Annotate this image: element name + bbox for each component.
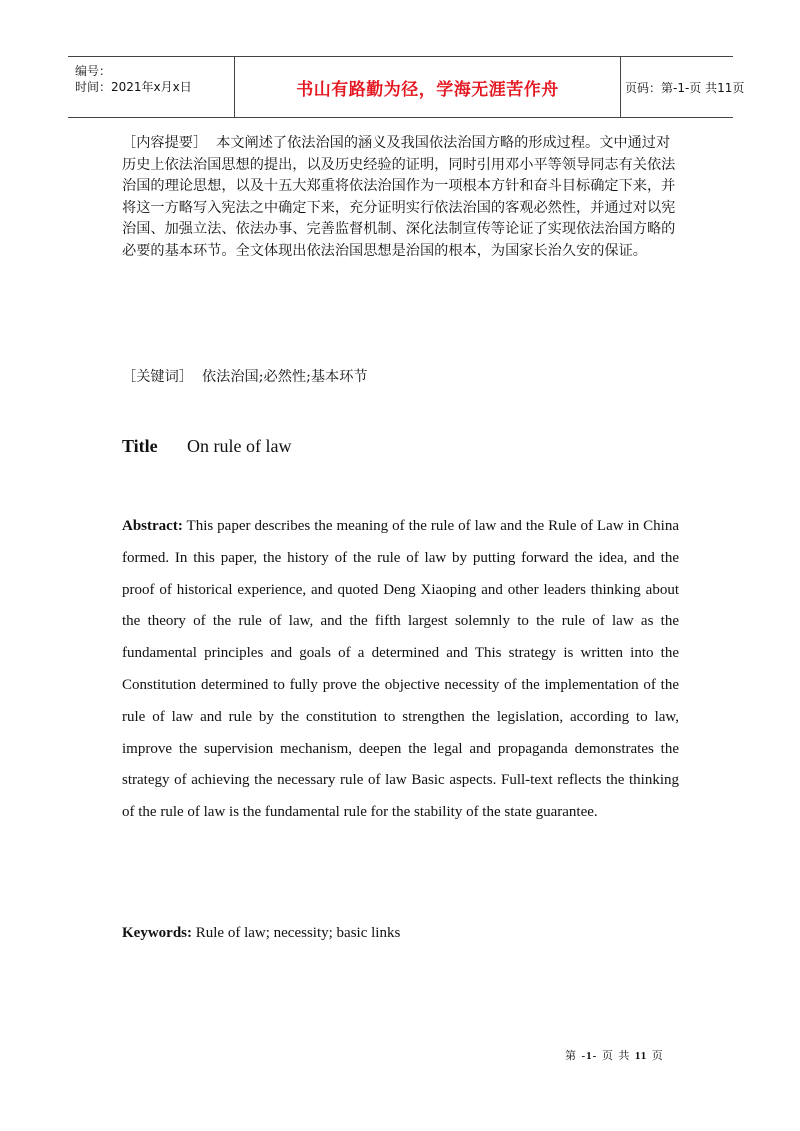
summary-text: 本文阐述了依法治国的涵义及我国依法治国方略的形成过程。文中通过对历史上依法治国思想的提出，以及历史经验的证明，同时引用邓小平等领导同志有关依法治国的理论思想，以及十五大郑重将依法治国作为一项根本方针和奋斗目标确定下来，并将这一方略写入宪法之中确定下来，充分证明实行依法治国的客观必然性，并通过对以宪治国、加强立法、依法办事、完善监督机制、深化法制宣传等论证了实现依法治国方略的必要的基本环节。全文体现出依法治国思想是治国的根本，为国家长治久安的保证。 — [122, 135, 676, 259]
keywords-cn-text: 依法治国;必然性;基本环节 — [201, 369, 368, 385]
title-text: On rule of law — [187, 436, 292, 456]
footer-prefix: 第 — [565, 1049, 577, 1062]
title-label: Title — [122, 436, 158, 456]
summary-label: ［内容提要］ — [122, 135, 208, 151]
footer-total-pages: 11 — [634, 1050, 648, 1062]
keywords-en-text: Rule of law; necessity; basic links — [195, 925, 401, 941]
keywords-en-label: Keywords: — [122, 925, 192, 941]
keywords-en-line — [122, 925, 400, 942]
document-time: 时间：2021年x月x日 — [75, 80, 192, 94]
abstract-paragraph — [122, 511, 679, 829]
page-header — [68, 56, 745, 118]
footer-middle: 页 共 — [601, 1049, 631, 1062]
summary-paragraph — [122, 133, 682, 262]
abstract-text: This paper describes the meaning of the rule of law and the Rule of Law in China formed. In this paper, the history of the rule of law by putting forward the idea, and the proof of historical experience, and quoted Deng Xiaoping and other leaders thinking about the theory of the rule of law, and the fifth largest solemnly to the rule of law as the fundamental principles and goals of a determined and This strategy is written into the Constitution determined to fully prove the objective necessity of the implementation of the rule of law and rule by the constitution to strengthen the legislation, according to law, improve the supervision mechanism, deepen the legal and propaganda demonstrates the strategy of achieving the necessary rule of law Basic aspects. Full-text reflects the thinking of the rule of law is the fundamental rule for the stability of the state guarantee. — [122, 518, 679, 821]
abstract-label: Abstract: — [122, 518, 183, 534]
english-title-line — [122, 436, 291, 457]
header-motto: 书山有路勤为径，学海无涯苦作舟 — [296, 79, 559, 100]
footer-suffix: 页 — [651, 1049, 664, 1062]
header-motto-cell — [234, 57, 621, 117]
footer-page-number: -1- — [581, 1050, 598, 1062]
header-meta — [68, 57, 234, 117]
page-footer — [565, 1047, 664, 1063]
document-number-label: 编号： — [75, 64, 112, 78]
keywords-cn-label: ［关键词］ — [122, 369, 193, 385]
keywords-cn-line — [122, 367, 682, 389]
header-page-info: 页码：第-1-页 共11页 — [625, 80, 745, 95]
